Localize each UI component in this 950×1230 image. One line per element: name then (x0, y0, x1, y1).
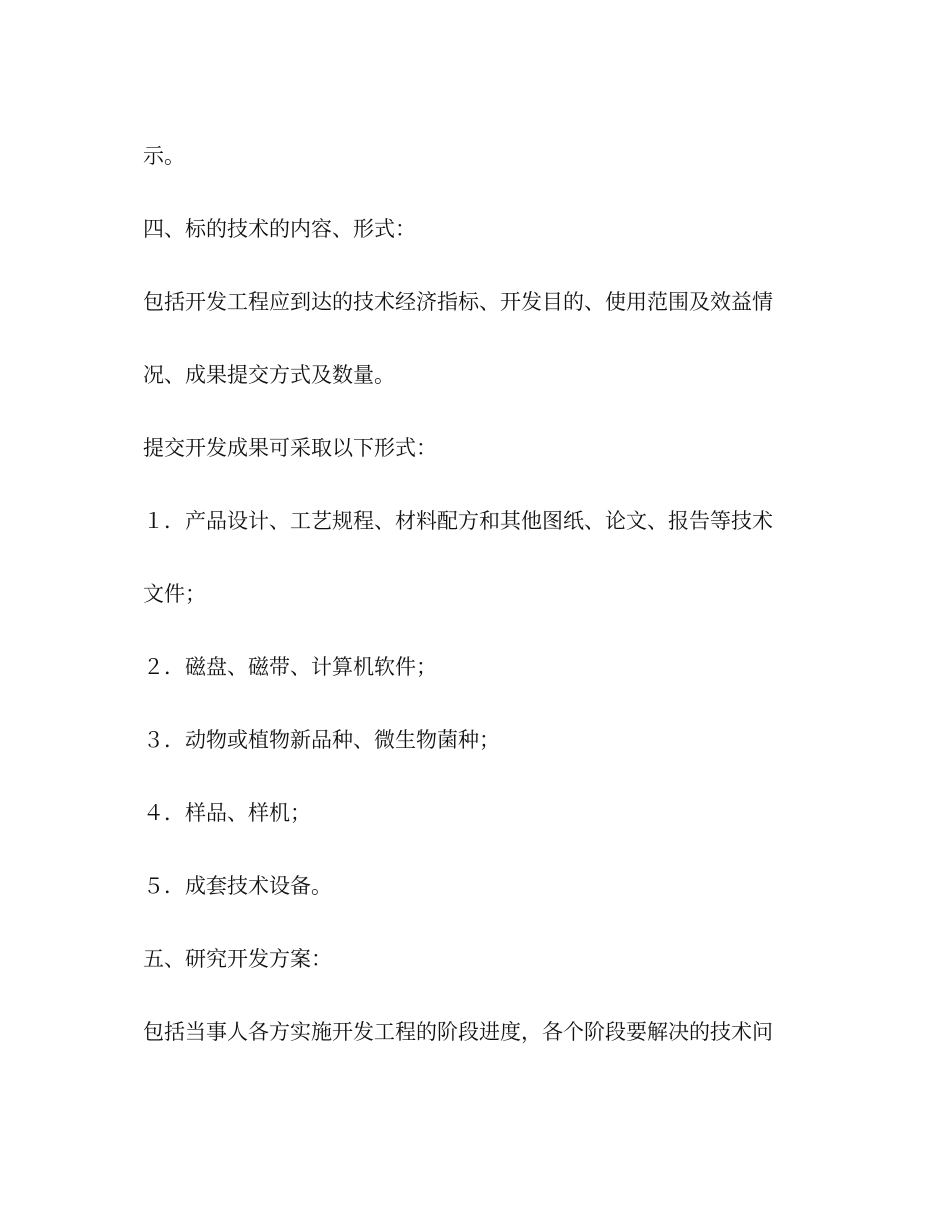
section-heading-4: 四、标的技术的内容、形式： (143, 217, 416, 241)
text-line-4: 况、成果提交方式及数量。 (143, 363, 395, 387)
list-item-1: １．产品设计、工艺规程、材料配方和其他图纸、论文、报告等技术 (143, 509, 773, 533)
text-line-13: 包括当事人各方实施开发工程的阶段进度，各个阶段要解决的技术问 (143, 1020, 773, 1044)
list-item-3: ３．动物或植物新品种、微生物菌种； (143, 728, 500, 752)
list-item-4: ４．样品、样机； (143, 801, 311, 825)
text-line-1: 示。 (143, 144, 185, 168)
list-item-5: ５．成套技术设备。 (143, 874, 332, 898)
text-line-3: 包括开发工程应到达的技术经济指标、开发目的、使用范围及效益情 (143, 290, 773, 314)
section-heading-5: 五、研究开发方案： (143, 947, 332, 971)
list-item-1-continued: 文件； (143, 582, 206, 606)
text-line-5: 提交开发成果可采取以下形式： (143, 436, 437, 460)
list-item-2: ２．磁盘、磁带、计算机软件； (143, 655, 437, 679)
